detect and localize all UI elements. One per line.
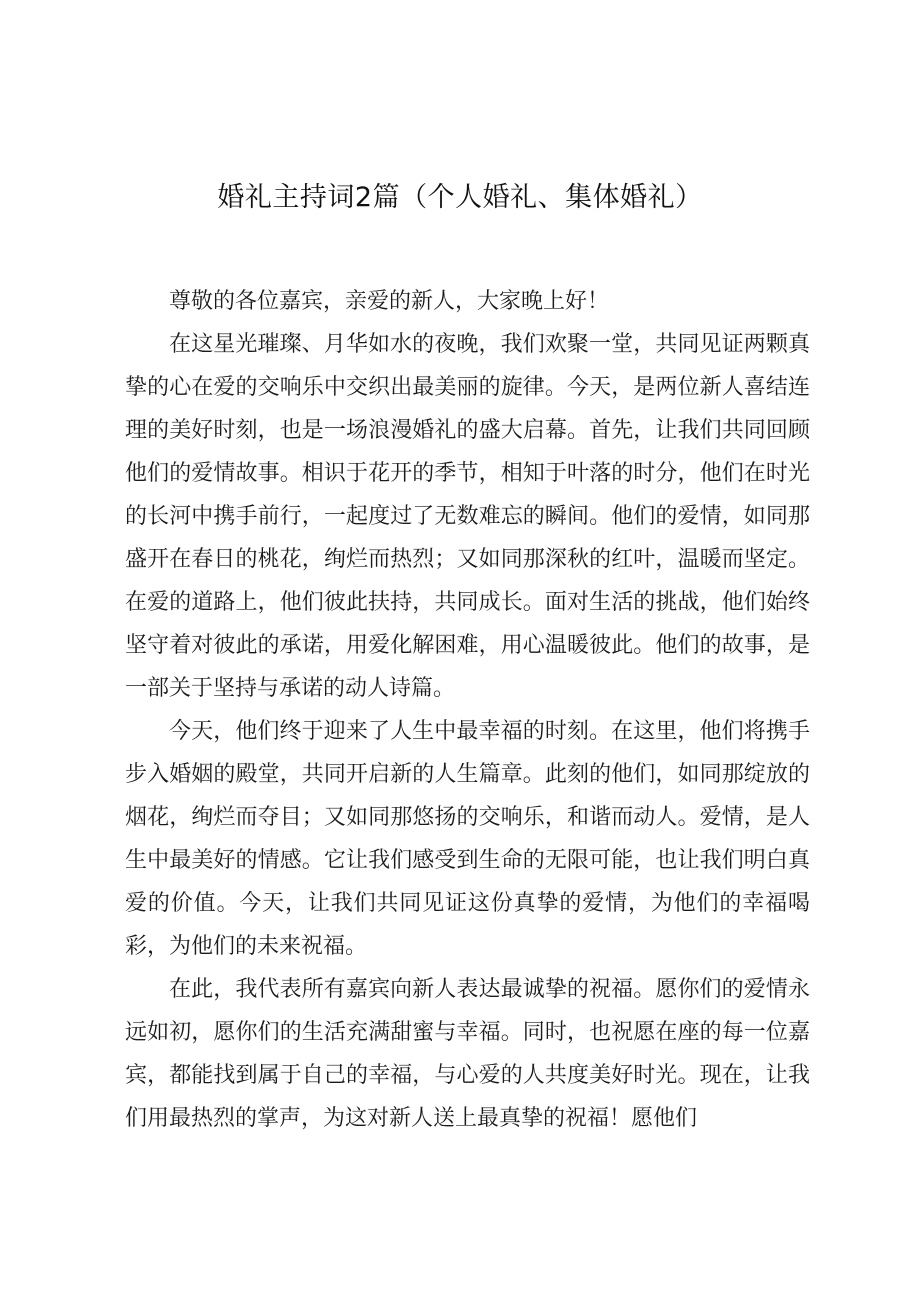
paragraph-greeting: 尊敬的各位嘉宾，亲爱的新人，大家晚上好！	[169, 289, 610, 314]
paragraph-blessing: 在此，我代表所有嘉宾向新人表达最诚挚的祝福。愿你们的爱情永远如初，愿你们的生活充满甜蜜与幸福。同时，也祝愿在座的每一位嘉宾，都能找到属于自己的幸福，与心爱的人共度美好时光。现在，让我们用最热烈的掌声，为这对新人送上最真挚的祝福！愿他们	[125, 977, 810, 1131]
document-title: 婚礼主持词2篇（个人婚礼、集体婚礼）	[217, 182, 703, 213]
paragraph-happiest-moment: 今天，他们终于迎来了人生中最幸福的时刻。在这里，他们将携手步入婚姻的殿堂，共同开启新的人生篇章。此刻的他们，如同那绽放的烟花，绚烂而夺目；又如同那悠扬的交响乐，和谐而动人。爱情，是人生中最美好的情感。它让我们感受到生命的无限可能，也让我们明白真爱的价值。今天，让我们共同见证这份真挚的爱情，为他们的幸福喝彩，为他们的未来祝福。	[125, 719, 810, 959]
document-body	[125, 280, 810, 1140]
paragraph-love-story: 在这星光璀璨、月华如水的夜晚，我们欢聚一堂，共同见证两颗真挚的心在爱的交响乐中交织出最美丽的旋律。今天，是两位新人喜结连理的美好时刻，也是一场浪漫婚礼的盛大启幕。首先，让我们共同回顾他们的爱情故事。相识于花开的季节，相知于叶落的时分，他们在时光的长河中携手前行，一起度过了无数难忘的瞬间。他们的爱情，如同那盛开在春日的桃花，绚烂而热烈；又如同那深秋的红叶，温暖而坚定。在爱的道路上，他们彼此扶持，共同成长。面对生活的挑战，他们始终坚守着对彼此的承诺，用爱化解困难，用心温暖彼此。他们的故事，是一部关于坚持与承诺的动人诗篇。	[125, 332, 810, 701]
